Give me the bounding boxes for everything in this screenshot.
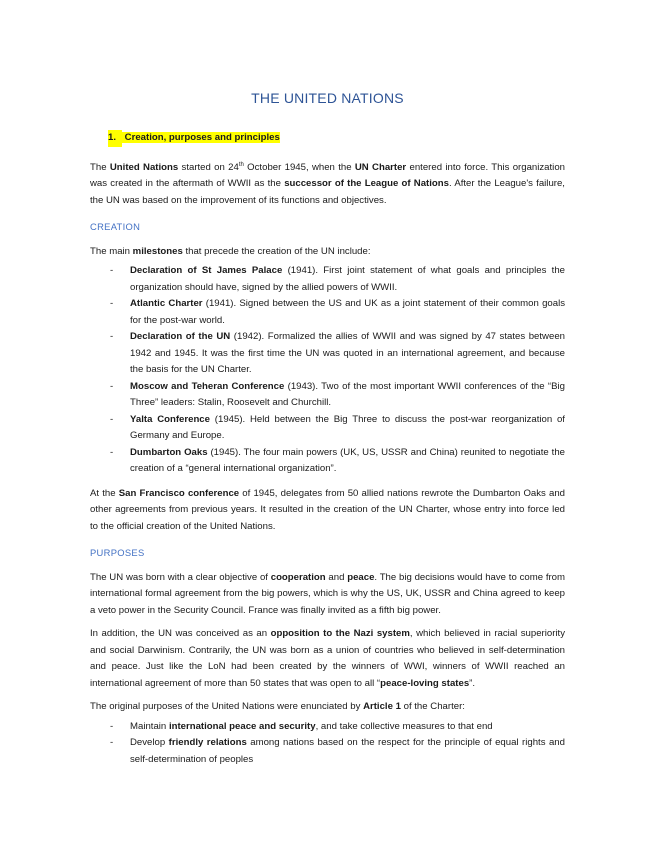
milestones-lead: The main milestones that precede the creation of the UN include: (90, 245, 371, 257)
list-item: - Atlantic Charter (1941). Signed between the US and UK as a joint statement of their common goals for the post-war world. (110, 298, 565, 326)
list-item: - Dumbarton Oaks (1945). The four main powers (UK, US, USSR and China) reunited to negotiate the creation of a “general international organization”. (110, 446, 565, 475)
list-item: - Declaration of St James Palace (1941). First joint statement of what goals and principles the organization should have, signed by the allied powers of WWII. (110, 265, 566, 293)
creation-heading: CREATION (90, 221, 141, 233)
purposes-list (90, 719, 565, 769)
list-item: - Declaration of the UN (1942). Formalized the allies of WWII and was signed by 47 states between 1942 and 1945. It was the first time the UN was quoted in an international agreement, and because the basis for the UN Charter. (110, 331, 565, 376)
purposes-paragraph-2: In addition, the UN was conceived as an opposition to the Nazi system, which believed in racial superiority and social Darwinism. Contrarily, the UN was born as a union of countries who believed in self-determination and peace. Just like the LoN had been created by the winners of WWI, winners of WWII reached an international agreement of more than 50 states that was open to all “peace-loving states”. (90, 628, 566, 689)
document-title: THE UNITED NATIONS (251, 90, 404, 106)
san-francisco-paragraph: At the San Francisco conference of 1945, delegates from 50 allied nations rewrote the Dumbarton Oaks and other agreements from previous years. It resulted in the creation of the UN Charter, whose entry into force led to the official creation of the United Nations. (90, 487, 566, 532)
purposes-paragraph-1: The UN was born with a clear objective of cooperation and peace. The big decisions would have to come from international formal agreement from the big powers, which is why the US, UK, USSR and China agreed to keep a veto power in the Security Council. France was finally invited as a fifth big power. (90, 571, 566, 616)
intro-paragraph: The United Nations started on 24th October 1945, when the UN Charter entered into force. This organization was created in the aftermath of WWII as the successor of the League of Nations. After the League's failure, the UN was based on the improvement of its functions and objectives. (90, 161, 565, 206)
purposes-paragraph-3: The original purposes of the United Nations were enunciated by Article 1 of the Charter: (90, 701, 465, 713)
list-item: - Develop friendly relations among nations based on the respect for the principle of equal rights and self-determination of peoples (110, 737, 565, 765)
purposes-heading: PURPOSES (90, 547, 145, 559)
section-heading: 1. Creation, purposes and principles (90, 130, 565, 147)
list-item: - Maintain international peace and security, and take collective measures to that end (110, 720, 493, 732)
milestones-list (90, 263, 565, 478)
list-item: - Moscow and Teheran Conference (1943). Two of the most important WWII conferences of the “Big Three” leaders: Stalin, Roosevelt and Churchill. (110, 380, 565, 409)
list-item: - Yalta Conference (1945). Held between the Big Three to discuss the post-war reorganization of Germany and Europe. (110, 413, 565, 442)
